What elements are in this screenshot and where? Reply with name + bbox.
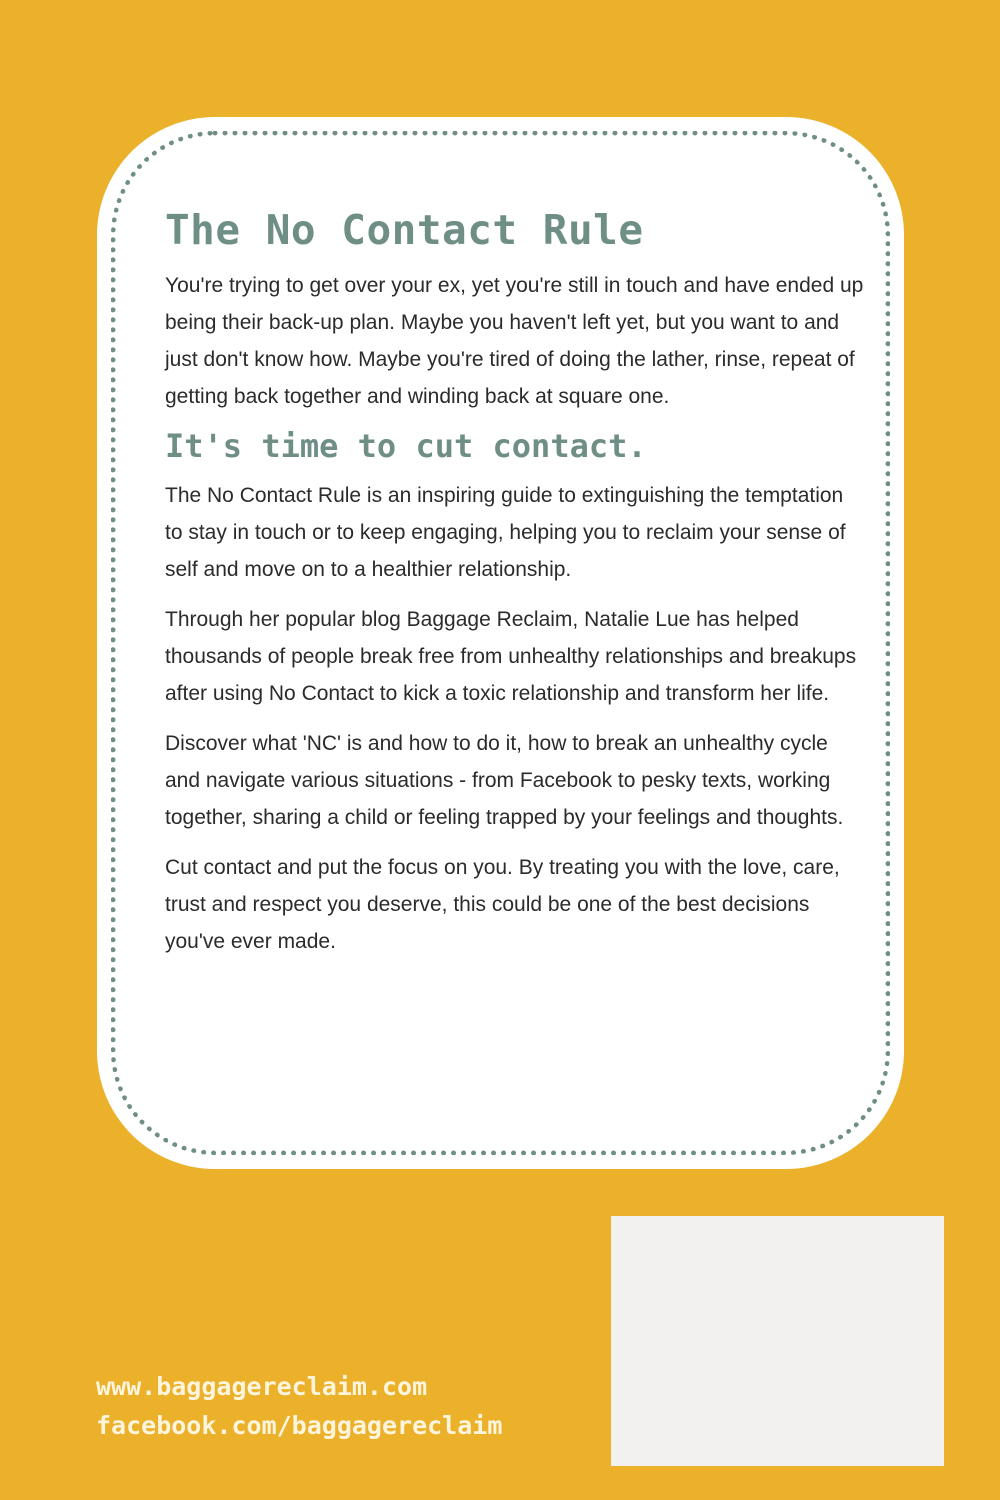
blurb-card — [97, 117, 904, 1169]
description-paragraph-4: Cut contact and put the focus on you. By treating you with the love, care, trust and respect you deserve, this could be one of the best decisions you've ever made. — [165, 856, 840, 953]
blurb-content — [165, 205, 865, 960]
description-paragraph-3: Discover what 'NC' is and how to do it, how to break an unhealthy cycle and navigate various situations - from Facebook to pesky texts, working together, sharing a child or feeling trapped by your feelings and thoughts. — [165, 732, 844, 829]
book-title: The No Contact Rule — [165, 206, 644, 254]
intro-paragraph: You're trying to get over your ex, yet you're still in touch and have ended up being their back-up plan. Maybe you haven't left yet, but you want to and just don't know how. Maybe you're tired of doing the lather, rinse, repeat of getting back together and winding back at square one. — [165, 274, 864, 408]
website-link[interactable]: www.baggagereclaim.com — [96, 1372, 428, 1401]
description-paragraph-1: The No Contact Rule is an inspiring guide to extinguishing the temptation to stay in touch or to keep engaging, helping you to reclaim your sense of self and move on to a healthier relationship. — [165, 484, 846, 581]
facebook-link[interactable]: facebook.com/baggagereclaim — [96, 1411, 503, 1440]
subtitle: It's time to cut contact. — [165, 427, 647, 465]
contact-links — [96, 1367, 502, 1445]
barcode-placeholder — [611, 1216, 944, 1466]
description-paragraph-2: Through her popular blog Baggage Reclaim, Natalie Lue has helped thousands of people break free from unhealthy relationships and breakups after using No Contact to kick a toxic relationship and transform her life. — [165, 608, 857, 705]
